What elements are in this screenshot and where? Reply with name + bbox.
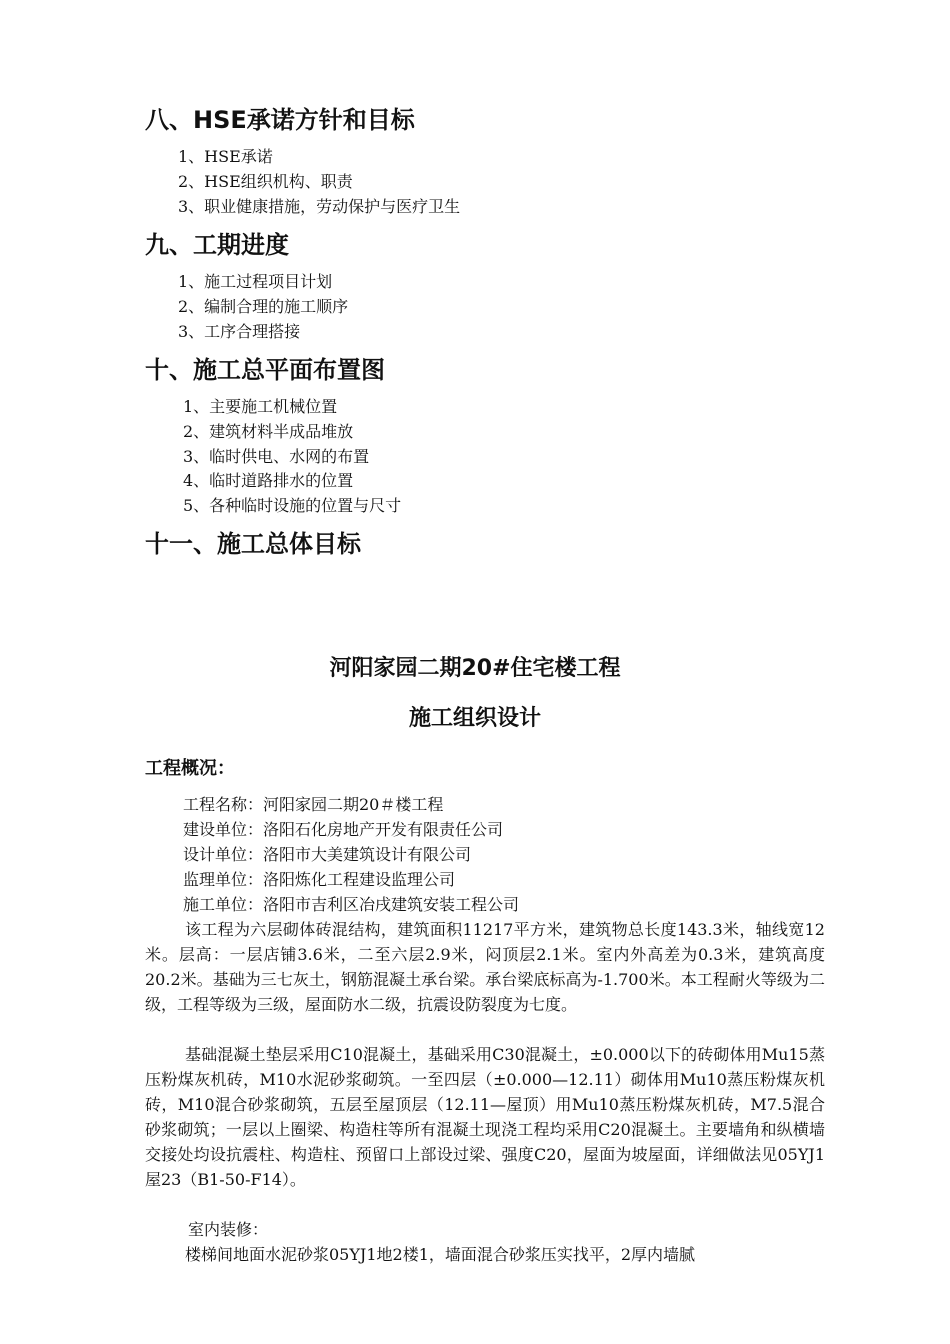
- paragraph-interior-text: 楼梯间地面水泥砂浆05YJ1地2楼1，墙面混合砂浆压实找平，2厚内墙腻: [185, 1245, 696, 1264]
- developer-line: 建设单位：洛阳石化房地产开发有限责任公司: [183, 820, 504, 839]
- section-9-item-2: 2、编制合理的施工顺序: [178, 297, 349, 316]
- section-9-item-1: 1、施工过程项目计划: [178, 272, 333, 291]
- section-10-item-3: 3、临时供电、水网的布置: [183, 447, 370, 466]
- supervisor-line: 监理单位：洛阳炼化工程建设监理公司: [183, 870, 456, 889]
- paragraph-structure: [145, 917, 825, 1017]
- section-heading-11: 十一、施工总体目标: [145, 530, 361, 558]
- project-name-line: 工程名称：河阳家园二期20＃楼工程: [183, 795, 444, 814]
- paragraph-materials-text: 基础混凝土垫层采用C10混凝土，基础采用C30混凝土，±0.000以下的砖砌体用Mu15蒸压粉煤灰机砖，M10水泥砂浆砌筑。一至四层（±0.000—12.11）砌体用Mu10蒸压粉煤灰机砖，M10混合砂浆砌筑，五层至屋顶层（12.11—屋顶）用Mu10蒸压粉煤灰机砖，M7.5混合砂浆砌筑；一层以上圈梁、构造柱等所有混凝土现浇工程均采用C20混凝土。主要墙角和纵横墙交接处均设抗震柱、构造柱、预留口上部设过梁、强度C20，屋面为坡屋面，详细做法见05YJ1屋23（B1-50-F14）。: [145, 1045, 825, 1189]
- section-9-item-3: 3、工序合理搭接: [178, 322, 301, 341]
- paragraph-materials: [145, 1042, 825, 1192]
- section-10-item-1: 1、主要施工机械位置: [183, 397, 338, 416]
- section-heading-8: 八、HSE承诺方针和目标: [145, 106, 415, 134]
- designer-line: 设计单位：洛阳市大美建筑设计有限公司: [183, 845, 472, 864]
- document-subtitle: 施工组织设计: [408, 706, 541, 731]
- overview-heading: 工程概况：: [145, 758, 235, 779]
- section-10-item-2: 2、建筑材料半成品堆放: [183, 422, 354, 441]
- contractor-line: 施工单位：洛阳市吉利区冶戌建筑安装工程公司: [183, 895, 520, 914]
- document-title: 河阳家园二期20#住宅楼工程: [329, 656, 621, 681]
- section-10-item-4: 4、临时道路排水的位置: [183, 471, 354, 490]
- section-heading-10: 十、施工总平面布置图: [145, 356, 385, 384]
- section-8-item-3: 3、职业健康措施，劳动保护与医疗卫生: [178, 197, 461, 216]
- section-8-item-2: 2、HSE组织机构、职责: [178, 172, 353, 191]
- paragraph-interior: [145, 1242, 825, 1267]
- section-heading-9: 九、工期进度: [145, 231, 289, 259]
- paragraph-structure-text: 该工程为六层砌体砖混结构，建筑面积11217平方米，建筑物总长度143.3米，轴线宽12米。层高：一层店铺3.6米，二至六层2.9米，闷顶层2.1米。室内外高差为0.3米，建筑高度20.2米。基础为三七灰土，钢筋混凝土承台梁。承台梁底标高为-1.700米。本工程耐火等级为二级，工程等级为三级，屋面防水二级，抗震设防裂度为七度。: [145, 920, 825, 1014]
- section-10-item-5: 5、各种临时设施的位置与尺寸: [183, 496, 402, 515]
- interior-label: 室内装修：: [188, 1220, 269, 1239]
- section-8-item-1: 1、HSE承诺: [178, 147, 273, 166]
